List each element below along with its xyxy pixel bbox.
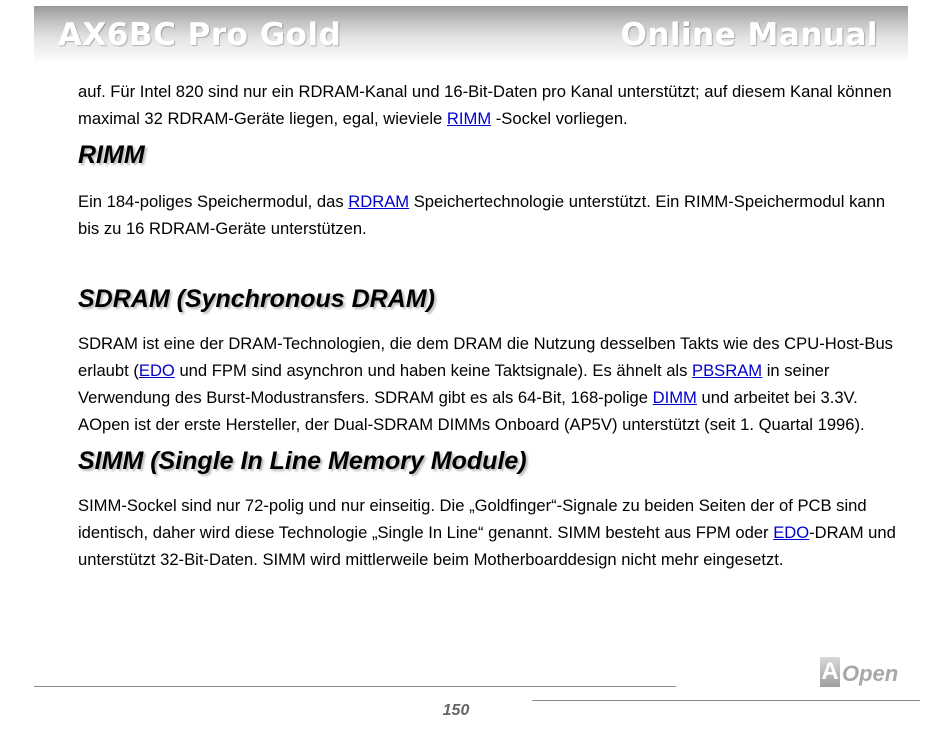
paragraph-text: SIMM-Sockel sind nur 72-polig und nur einseitig. Die „Goldfinger“-Signale zu beiden Seiten der of PCB sind identisch, daher wird diese Technologie „Single In Line“ genannt. SIMM besteht aus FPM oder: [78, 496, 867, 542]
paragraph-text: SDRAM ist eine der DRAM-Technologien, die dem DRAM die Nutzung desselben Takts wie des CPU-Host-Bus erlaubt (: [78, 334, 893, 380]
intro-paragraph: [78, 78, 898, 132]
paragraph-text: auf. Für Intel 820 sind nur ein RDRAM-Kanal und 16-Bit-Daten pro Kanal unterstützt; auf diesem Kanal können maximal 32 RDRAM-Geräte liegen, egal, wieviele: [78, 82, 892, 128]
pbsram-link[interactable]: PBSRAM: [692, 361, 763, 380]
paragraph-text: Speichertechnologie unterstützt. Ein RIMM-Speichermodul kann bis zu 16 RDRAM-Geräte unterstützen.: [78, 192, 886, 238]
paragraph-text: in seiner Verwendung des Burst-Modustransfers. SDRAM gibt es als 64-Bit, 168-polige: [78, 361, 830, 407]
aopen-logo: [820, 657, 910, 689]
manual-title: AX6BC Pro Gold: [58, 17, 342, 53]
rimm-paragraph: [78, 188, 898, 242]
paragraph-text: -Sockel vorliegen.: [491, 109, 628, 128]
edo-link-simm[interactable]: EDO: [773, 523, 810, 542]
aopen-logo-mark: A: [821, 658, 839, 685]
page-content: [78, 78, 898, 573]
aopen-logo-text: Open: [842, 661, 899, 686]
paragraph-text: -DRAM und unterstützt 32-Bit-Daten. SIMM wird mittlerweile beim Motherboarddesign nicht mehr eingesetzt.: [78, 523, 896, 569]
sdram-heading: SDRAM (Synchronous DRAM): [78, 285, 435, 313]
edo-link[interactable]: EDO: [138, 361, 175, 380]
sdram-paragraph: [78, 330, 898, 438]
simm-paragraph: [78, 492, 898, 573]
footer-divider-left: [34, 686, 676, 687]
rimm-link[interactable]: RIMM: [446, 109, 492, 128]
rimm-heading: RIMM: [78, 141, 145, 169]
rdram-link[interactable]: RDRAM: [348, 192, 410, 211]
online-manual-title: Online Manual: [620, 17, 878, 53]
paragraph-text: und arbeitet bei 3.3V. AOpen ist der erste Hersteller, der Dual-SDRAM DIMMs Onboard (AP5V) unterstützt (seit 1. Quartal 1996).: [78, 388, 865, 434]
simm-heading: SIMM (Single In Line Memory Module): [78, 447, 527, 475]
paragraph-text: und FPM sind asynchron und haben keine Taktsignale). Es ähnelt als: [174, 361, 693, 380]
header-banner: [34, 6, 908, 64]
paragraph-text: Ein 184-poliges Speichermodul, das: [78, 192, 349, 211]
page-number: 150: [442, 702, 470, 719]
dimm-link[interactable]: DIMM: [652, 388, 697, 407]
footer-divider-right: [532, 700, 920, 701]
